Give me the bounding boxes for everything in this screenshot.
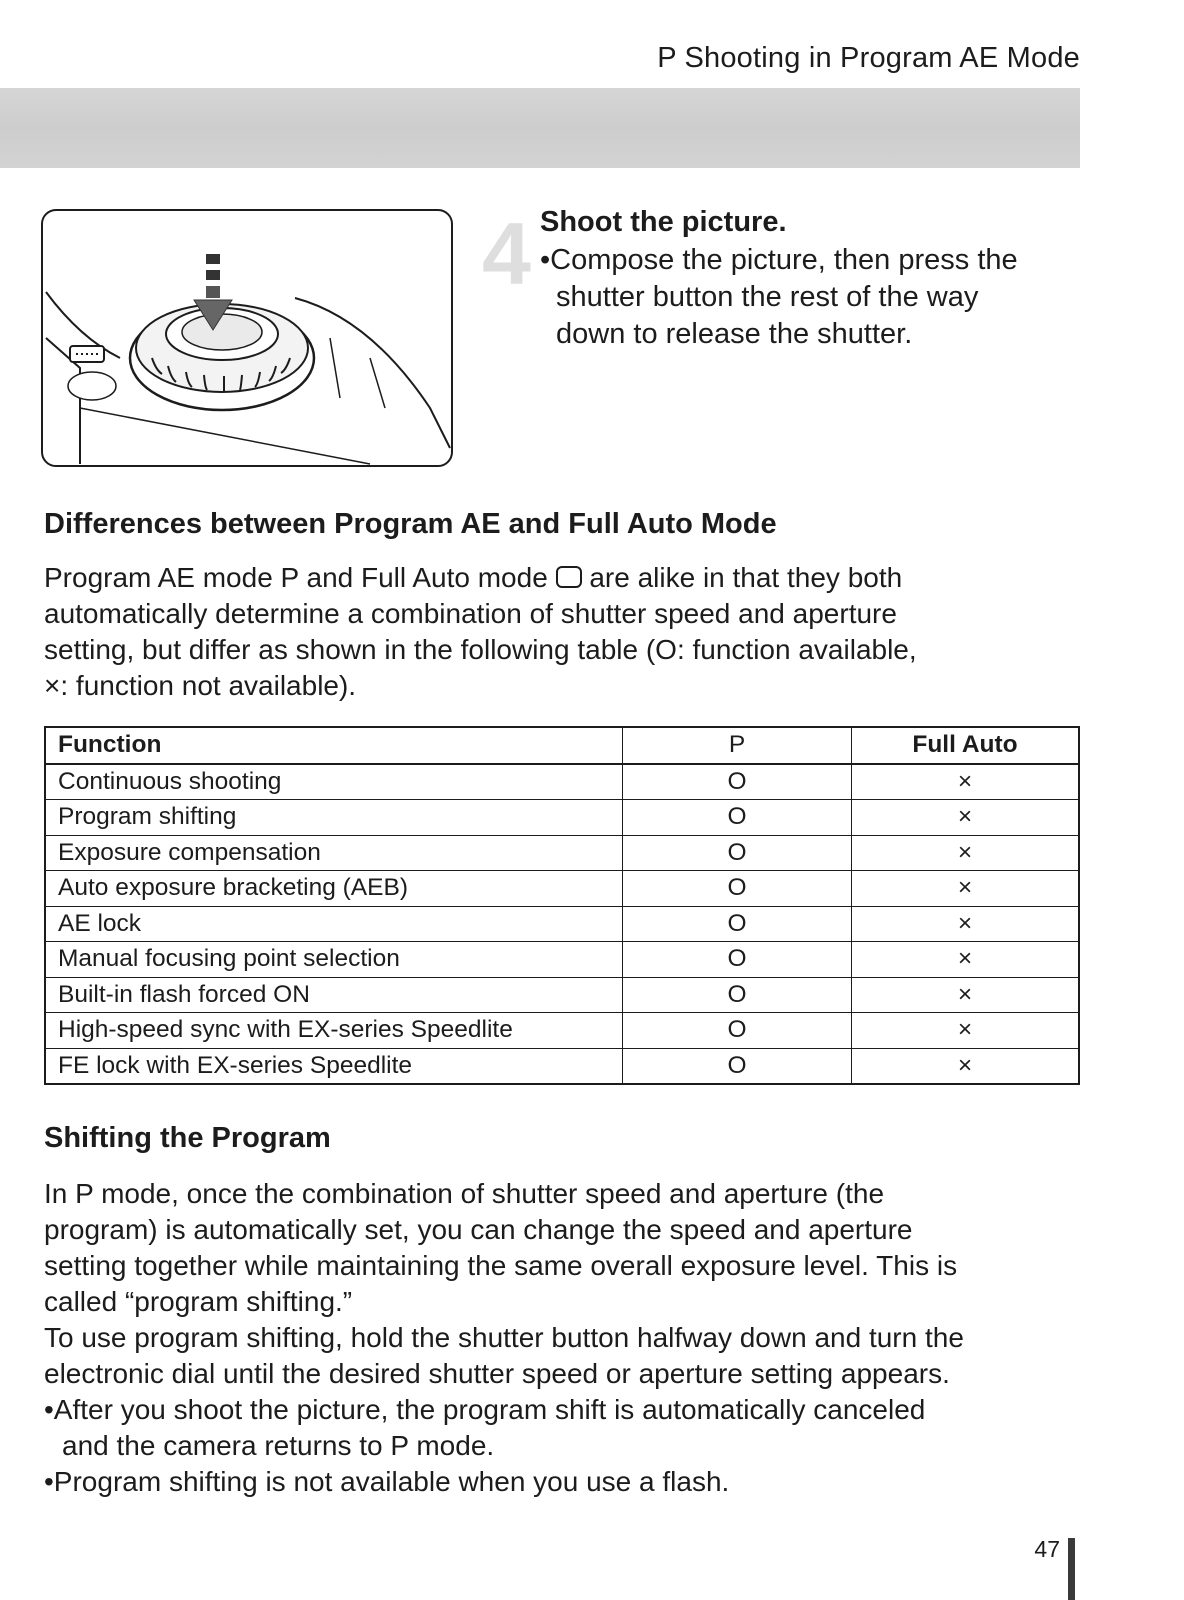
differences-heading: Differences between Program AE and Full Auto Mode (44, 508, 777, 540)
table-header-p: P (623, 727, 852, 764)
shifting-text: program) is automatically set, you can change the speed and aperture (44, 1214, 913, 1245)
p-mode-cell: O (623, 1048, 852, 1084)
step-bullet-line: shutter button the rest of the way (556, 281, 979, 313)
p-mode-cell: O (623, 871, 852, 907)
shifting-text: electronic dial until the desired shutter speed or aperture setting appears. (44, 1358, 950, 1389)
page-number: 47 (1034, 1536, 1060, 1562)
p-mode-cell: O (623, 800, 852, 836)
differences-paragraph (44, 560, 1084, 704)
function-cell: Continuous shooting (45, 764, 623, 800)
table-row (45, 800, 1079, 836)
shifting-bullet-continued: and the camera returns to P mode. (62, 1430, 495, 1461)
full-auto-mode-icon (556, 566, 582, 588)
shifting-heading: Shifting the Program (44, 1122, 331, 1154)
function-cell: High-speed sync with EX-series Speedlite (45, 1013, 623, 1049)
step-number: 4 (482, 204, 531, 303)
table-row (45, 942, 1079, 978)
mode-comparison-table (44, 726, 1080, 1085)
step-instructions (540, 242, 1080, 353)
full-auto-cell: × (852, 800, 1080, 836)
table-row (45, 764, 1079, 800)
full-auto-cell: × (852, 1048, 1080, 1084)
function-cell: Program shifting (45, 800, 623, 836)
p-mode-cell: O (623, 906, 852, 942)
table-row (45, 1048, 1079, 1084)
full-auto-cell: × (852, 942, 1080, 978)
step-bullet-line: down to release the shutter. (556, 318, 913, 350)
table-row (45, 871, 1079, 907)
shutter-button-press-icon (40, 208, 458, 470)
shifting-paragraph (44, 1176, 1084, 1500)
function-cell: Exposure compensation (45, 835, 623, 871)
function-cell: Built-in flash forced ON (45, 977, 623, 1013)
differences-text: automatically determine a combination of shutter speed and aperture (44, 598, 897, 629)
p-mode-cell: O (623, 977, 852, 1013)
page-edge-tab (1068, 1538, 1075, 1600)
differences-text: setting, but differ as shown in the following table (O: function available, (44, 634, 917, 665)
shifting-bullet: •Program shifting is not available when you use a flash. (44, 1466, 730, 1497)
function-cell: AE lock (45, 906, 623, 942)
full-auto-cell: × (852, 1013, 1080, 1049)
p-mode-cell: O (623, 942, 852, 978)
table-row (45, 977, 1079, 1013)
step-bullet-line: •Compose the picture, then press the (540, 244, 1018, 276)
p-mode-cell: O (623, 835, 852, 871)
table-header-function: Function (45, 727, 623, 764)
full-auto-cell: × (852, 764, 1080, 800)
differences-text: are alike in that they both (581, 562, 903, 593)
step-title: Shoot the picture. (540, 206, 787, 238)
shifting-text: called “program shifting.” (44, 1286, 353, 1317)
full-auto-cell: × (852, 977, 1080, 1013)
header-band (0, 88, 1080, 168)
table-header-row (45, 727, 1079, 764)
table-header-full-auto: Full Auto (852, 727, 1080, 764)
function-cell: FE lock with EX-series Speedlite (45, 1048, 623, 1084)
shifting-text: setting together while maintaining the same overall exposure level. This is (44, 1250, 958, 1281)
page-header-title: P Shooting in Program AE Mode (657, 42, 1080, 74)
p-mode-cell: O (623, 1013, 852, 1049)
full-auto-cell: × (852, 835, 1080, 871)
p-mode-cell: O (623, 764, 852, 800)
function-cell: Manual focusing point selection (45, 942, 623, 978)
shifting-text: In P mode, once the combination of shutter speed and aperture (the (44, 1178, 885, 1209)
table-row (45, 906, 1079, 942)
differences-text: Program AE mode P and Full Auto mode (44, 562, 556, 593)
full-auto-cell: × (852, 906, 1080, 942)
table-row (45, 835, 1079, 871)
shifting-text: To use program shifting, hold the shutter button halfway down and turn the (44, 1322, 964, 1353)
shifting-bullet: •After you shoot the picture, the program shift is automatically canceled (44, 1394, 926, 1425)
full-auto-cell: × (852, 871, 1080, 907)
table-row (45, 1013, 1079, 1049)
function-cell: Auto exposure bracketing (AEB) (45, 871, 623, 907)
differences-text: ×: function not available). (44, 670, 357, 701)
